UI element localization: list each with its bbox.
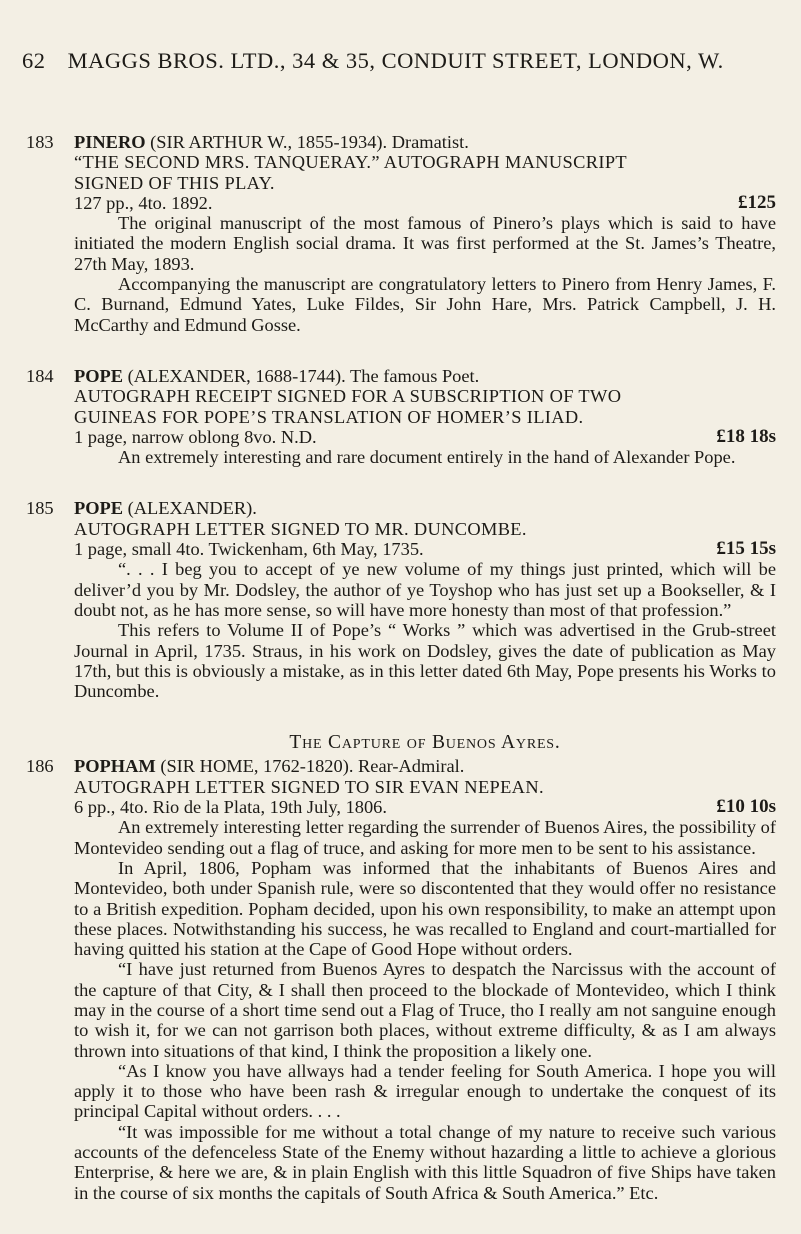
lot-body xyxy=(74,132,776,335)
author-details: (SIR ARTHUR W., 1855-1934). Dramatist. xyxy=(150,132,469,152)
lot-number: 185 xyxy=(26,498,54,519)
item-title-line: AUTOGRAPH LETTER SIGNED TO MR. DUNCOMBE. xyxy=(74,518,527,539)
lot-paragraph: “As I know you have allways had a tender feeling for South America. I hope you will apply it to those who have been rash & irregular enough to undertake the conquest of its principal Capital without orders. . . . xyxy=(74,1060,776,1122)
item-description xyxy=(74,797,776,817)
author-name: POPE xyxy=(74,498,124,519)
lot-body xyxy=(74,366,776,467)
lot-number: 186 xyxy=(26,756,54,777)
item-description xyxy=(74,193,776,213)
collation: 6 pp., 4to. Rio de la Plata, 19th July, 1806. xyxy=(74,797,387,818)
lot-number: 184 xyxy=(26,365,54,386)
author-details: (SIR HOME, 1762-1820). Rear-Admiral. xyxy=(160,756,465,777)
lot-186 xyxy=(26,756,776,1203)
lot-heading xyxy=(74,366,776,386)
lot-paragraph: “. . . I beg you to accept of ye new volume of my things just printed, which will be deliver’d you by Mr. Dodsley, the author of ye Toyshop who has just set up a Bookseller, & I doubt not, as he has more sense, so will have more honesty than most of that profession.” xyxy=(74,559,776,620)
price: £10 10s xyxy=(716,796,776,818)
item-title-line: GUINEAS FOR POPE’S TRANSLATION OF HOMER’S ILIAD. xyxy=(74,406,584,427)
lot-paragraph: This refers to Volume II of Pope’s “ Works ” which was advertised in the Grub-street Journal in April, 1735. Straus, in his work on Dodsley, gives the date of publication as May 17th, but this is obviously a mistake, as in this letter dated 6th May, Pope presents his Works to Duncombe. xyxy=(74,620,776,702)
lot-185 xyxy=(26,498,776,701)
lot-paragraph: In April, 1806, Popham was informed that the inhabitants of Buenos Aires and Montevideo, both under Spanish rule, were so discontented that they would offer no resistance to a British expedition. Popham decided, upon his own responsibility, to make an attempt upon these places. Notwithstanding his success, he was recalled to England and court-martialled for having quitted his station at the Cape of Good Hope without orders. xyxy=(74,857,776,960)
page-number: 62 xyxy=(22,48,46,73)
collation: 1 page, narrow oblong 8vo. N.D. xyxy=(74,426,317,447)
publisher-line: MAGGS BROS. LTD., 34 & 35, CONDUIT STREET, LONDON, W. xyxy=(67,48,724,73)
lot-184 xyxy=(26,366,776,467)
collation: 1 page, small 4to. Twickenham, 6th May, 1735. xyxy=(74,539,424,560)
author-details: (ALEXANDER, 1688-1744). The famous Poet. xyxy=(127,365,480,386)
price: £18 18s xyxy=(716,425,776,447)
lot-paragraph: “It was impossible for me without a total change of my nature to receive such various accounts of the defenceless State of the Enemy without hazarding a little to achieve a glorious Enterprise, & here we are, & in plain English with this little Squadron of five Ships have taken in the course of six months the capitals of South Africa & South America.” Etc. xyxy=(74,1121,776,1203)
price: £125 xyxy=(738,191,776,213)
author-name: POPE xyxy=(74,365,124,386)
author-details: (ALEXANDER). xyxy=(127,498,257,519)
lot-heading xyxy=(74,132,776,152)
item-title-line: AUTOGRAPH RECEIPT SIGNED FOR A SUBSCRIPTION OF TWO xyxy=(74,386,622,407)
lot-paragraph: The original manuscript of the most famous of Pinero’s plays which is said to have initiated the modern English social drama. It was first performed at the St. James’s Theatre, 27th May, 1893. xyxy=(74,213,776,274)
item-title-line: “THE SECOND MRS. TANQUERAY.” AUTOGRAPH MANUSCRIPT xyxy=(74,152,627,173)
author-name: POPHAM xyxy=(74,756,156,777)
lot-body xyxy=(74,756,776,1203)
lot-body xyxy=(74,498,776,701)
lot-paragraph: Accompanying the manuscript are congratulatory letters to Pinero from Henry James, F. C. Burnand, Edmund Yates, Luke Fildes, Sir John Hare, Mrs. Patrick Campbell, J. H. McCarthy and Edmund Gosse. xyxy=(74,274,776,335)
item-description xyxy=(74,427,776,447)
lot-paragraph: An extremely interesting letter regarding the surrender of Buenos Aires, the possibility of Montevideo sending out a flag of truce, and asking for more men to be sent to his assistance. xyxy=(74,817,776,858)
lot-heading xyxy=(74,756,776,776)
lot-paragraph: An extremely interesting and rare document entirely in the hand of Alexander Pope. xyxy=(118,447,736,468)
lot-list xyxy=(26,132,776,1234)
lot-number: 183 xyxy=(26,132,54,152)
price: £15 15s xyxy=(716,538,776,560)
item-description xyxy=(74,539,776,559)
page-header xyxy=(22,48,782,74)
author-name: PINERO xyxy=(74,132,146,152)
lot-paragraph: “I have just returned from Buenos Ayres to despatch the Narcissus with the account of the capture of that City, & I shall then proceed to the blockade of Montevideo, which I think may in the course of a short time send out a Flag of Truce, tho I really am not sanguine enough to wish it, for we can not garrison both places, without extreme difficulty, & as I am always thrown into situations of that kind, I think the proposition a likely one. xyxy=(74,959,776,1061)
collation: 127 pp., 4to. 1892. xyxy=(74,192,213,213)
item-title-line: AUTOGRAPH LETTER SIGNED TO SIR EVAN NEPEAN. xyxy=(74,776,544,797)
lot-183 xyxy=(26,132,776,335)
lot-heading xyxy=(74,498,776,518)
section-heading: The Capture of Buenos Ayres. xyxy=(289,732,561,754)
item-title-line: SIGNED OF THIS PLAY. xyxy=(74,172,275,193)
